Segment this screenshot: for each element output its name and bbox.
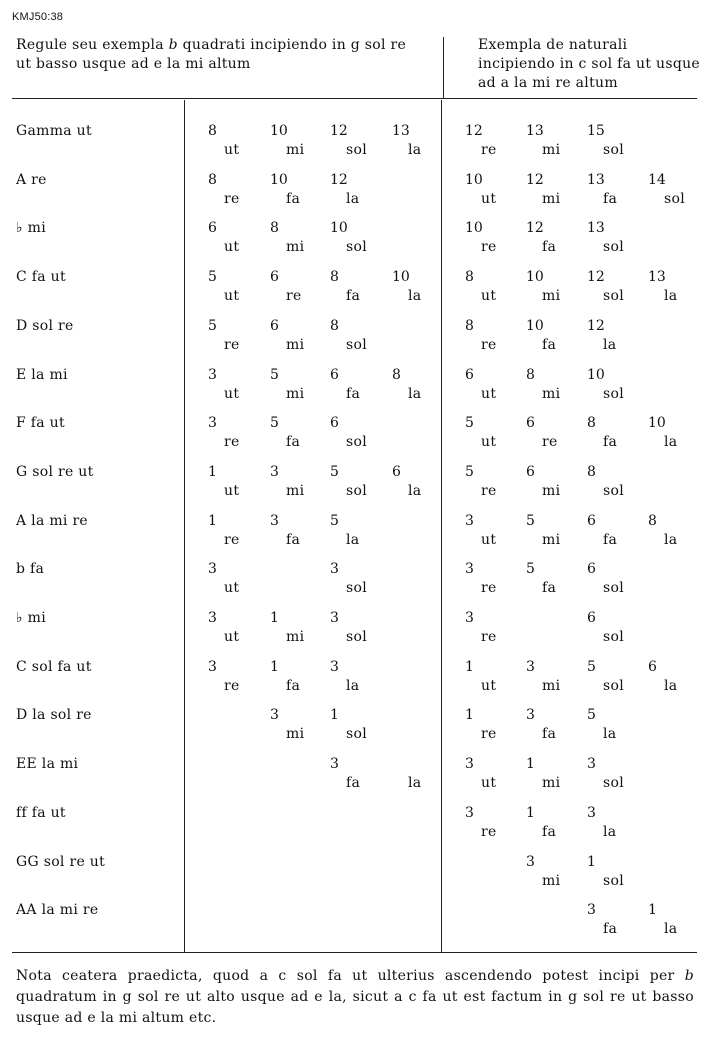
row-label: ff fa ut	[16, 804, 66, 821]
right-syllable: re	[481, 482, 497, 499]
right-syllable: re	[481, 142, 497, 158]
left-syllable: fa	[286, 434, 301, 451]
right-interval-number: 6	[587, 512, 596, 529]
right-interval-number: 3	[465, 561, 474, 578]
left-interval-number: 8	[270, 220, 279, 237]
right-interval-number: 6	[587, 561, 596, 578]
right-syllable: la	[664, 677, 678, 694]
right-interval-number: 5	[526, 512, 535, 529]
right-syllable: mi	[542, 288, 561, 305]
left-interval-number: 3	[330, 561, 339, 578]
right-interval-number: 5	[465, 415, 474, 432]
left-syllable: la	[346, 190, 360, 207]
right-syllable: fa	[603, 531, 618, 548]
right-interval-number: 3	[465, 610, 474, 626]
left-syllable: la	[408, 288, 422, 305]
right-interval-number: 6	[465, 366, 474, 383]
header-right-title: Exempla de naturali incipiendo in c sol fa ut usque ad a la mi re altum	[478, 37, 701, 91]
left-syllable: la	[346, 677, 360, 694]
right-syllable: re	[481, 239, 497, 256]
left-syllable: re	[224, 190, 240, 207]
row-label: E la mi	[16, 366, 68, 383]
right-syllable: sol	[603, 580, 624, 597]
row-label: A la mi re	[16, 512, 89, 529]
left-interval-number: 8	[330, 317, 339, 334]
right-interval-number: 3	[526, 853, 535, 870]
right-syllable: ut	[481, 531, 497, 548]
right-interval-number: 6	[648, 658, 657, 675]
left-interval-number: 3	[270, 707, 279, 724]
left-syllable: la	[408, 142, 422, 158]
row-label: b fa	[16, 561, 45, 578]
page-signature: KMJ50:38	[12, 11, 64, 23]
left-interval-number: 1	[270, 610, 279, 626]
right-syllable: mi	[542, 482, 561, 499]
right-interval-number: 8	[465, 317, 474, 334]
left-syllable: mi	[286, 239, 305, 256]
right-syllable: re	[481, 726, 497, 743]
left-syllable: la	[408, 775, 422, 792]
right-syllable: mi	[542, 677, 561, 694]
left-interval-number: 8	[392, 366, 401, 383]
right-syllable: mi	[542, 142, 561, 158]
left-interval-number: 3	[270, 463, 279, 480]
left-syllable: sol	[346, 239, 367, 256]
left-interval-number: 8	[330, 269, 339, 286]
right-syllable: sol	[603, 629, 624, 645]
row-label: G sol re ut	[16, 463, 94, 480]
right-interval-number: 1	[526, 756, 535, 773]
left-interval-number: 5	[330, 512, 339, 529]
right-interval-number: 13	[648, 269, 666, 286]
right-syllable: ut	[481, 434, 497, 451]
left-syllable: fa	[286, 677, 301, 694]
right-interval-number: 10	[465, 171, 483, 188]
left-syllable: fa	[286, 531, 301, 548]
right-syllable: la	[664, 288, 678, 305]
row-label: C sol fa ut	[16, 658, 92, 675]
right-interval-number: 12	[526, 171, 544, 188]
left-interval-number: 6	[270, 317, 279, 334]
right-interval-number: 5	[587, 658, 596, 675]
right-syllable: ut	[481, 190, 497, 207]
right-syllable: la	[603, 823, 617, 840]
left-syllable: mi	[286, 142, 305, 158]
left-syllable: sol	[346, 580, 367, 597]
left-interval-number: 6	[270, 269, 279, 286]
right-syllable: re	[542, 434, 558, 451]
row-label: ♭ mi	[16, 220, 47, 237]
right-syllable: mi	[542, 872, 561, 889]
right-interval-number: 3	[526, 658, 535, 675]
right-interval-number: 8	[465, 269, 474, 286]
left-syllable: sol	[346, 726, 367, 743]
row-label: EE la mi	[16, 756, 79, 773]
left-syllable: ut	[224, 239, 240, 256]
row-label: D sol re	[16, 317, 74, 334]
left-interval-number: 3	[208, 610, 217, 626]
left-interval-number: 12	[330, 171, 348, 188]
right-interval-number: 3	[587, 902, 596, 919]
header-left-title: Regule seu exempla b quadrati incipiendo in g sol re ut basso usque ad e la mi altum	[16, 37, 407, 72]
right-syllable: la	[664, 531, 678, 548]
right-syllable: mi	[542, 385, 561, 402]
right-syllable: ut	[481, 677, 497, 694]
left-interval-number: 1	[208, 512, 217, 529]
table-center-divider	[441, 100, 442, 952]
row-label: D la sol re	[16, 707, 92, 724]
right-syllable: la	[603, 336, 617, 353]
left-interval-number: 5	[208, 317, 217, 334]
left-syllable: ut	[224, 142, 240, 158]
right-interval-number: 6	[587, 610, 596, 626]
left-interval-number: 5	[208, 269, 217, 286]
left-syllable: sol	[346, 336, 367, 353]
left-interval-number: 6	[208, 220, 217, 237]
left-syllable: sol	[346, 142, 367, 158]
right-interval-number: 10	[648, 415, 666, 432]
right-interval-number: 13	[526, 123, 544, 139]
left-interval-number: 1	[270, 658, 279, 675]
left-interval-number: 3	[330, 610, 339, 626]
right-interval-number: 3	[465, 804, 474, 821]
right-interval-number: 12	[465, 123, 483, 139]
left-syllable: mi	[286, 726, 305, 743]
right-interval-number: 13	[587, 220, 605, 237]
left-syllable: sol	[346, 482, 367, 499]
left-syllable: re	[286, 288, 302, 305]
left-syllable: fa	[346, 288, 361, 305]
header-divider	[443, 37, 444, 98]
right-interval-number: 15	[587, 123, 605, 139]
left-syllable: la	[346, 531, 360, 548]
left-interval-number: 1	[208, 463, 217, 480]
left-interval-number: 12	[330, 123, 348, 139]
right-interval-number: 8	[648, 512, 657, 529]
right-interval-number: 5	[587, 707, 596, 724]
row-label: C fa ut	[16, 269, 66, 286]
right-syllable: fa	[542, 336, 557, 353]
left-syllable: ut	[224, 580, 240, 597]
right-interval-number: 8	[587, 463, 596, 480]
left-interval-number: 6	[330, 415, 339, 432]
right-interval-number: 13	[587, 171, 605, 188]
left-syllable: mi	[286, 385, 305, 402]
right-interval-number: 10	[526, 317, 544, 334]
right-interval-number: 10	[587, 366, 605, 383]
row-label: AA la mi re	[16, 902, 99, 919]
right-interval-number: 6	[526, 463, 535, 480]
right-interval-number: 3	[587, 804, 596, 821]
right-syllable: sol	[603, 677, 624, 694]
right-interval-number: 1	[465, 658, 474, 675]
right-interval-number: 6	[526, 415, 535, 432]
left-interval-number: 10	[330, 220, 348, 237]
left-interval-number: 10	[270, 171, 288, 188]
right-syllable: sol	[603, 775, 624, 792]
left-interval-number: 8	[208, 123, 217, 139]
left-interval-number: 10	[392, 269, 410, 286]
right-interval-number: 12	[587, 269, 605, 286]
left-syllable: mi	[286, 629, 305, 645]
left-syllable: re	[224, 434, 240, 451]
right-syllable: sol	[603, 288, 624, 305]
row-label: ♭ mi	[16, 610, 47, 626]
footer-rule	[12, 952, 697, 953]
right-interval-number: 14	[648, 171, 666, 188]
left-syllable: sol	[346, 629, 367, 645]
right-interval-number: 3	[587, 756, 596, 773]
left-syllable: mi	[286, 336, 305, 353]
left-syllable: la	[408, 482, 422, 499]
left-interval-number: 3	[270, 512, 279, 529]
right-syllable: fa	[542, 823, 557, 840]
left-interval-number: 3	[330, 756, 339, 773]
row-label: Gamma ut	[16, 123, 92, 139]
left-syllable: re	[224, 531, 240, 548]
left-syllable: re	[224, 677, 240, 694]
right-syllable: fa	[603, 921, 618, 938]
left-syllable: ut	[224, 288, 240, 305]
right-interval-number: 3	[465, 756, 474, 773]
right-interval-number: 1	[526, 804, 535, 821]
left-syllable: fa	[346, 385, 361, 402]
right-syllable: fa	[603, 434, 618, 451]
right-interval-number: 3	[465, 512, 474, 529]
left-interval-number: 8	[208, 171, 217, 188]
right-interval-number: 1	[587, 853, 596, 870]
right-interval-number: 1	[648, 902, 657, 919]
right-syllable: sol	[603, 872, 624, 889]
left-interval-number: 6	[392, 463, 401, 480]
right-syllable: sol	[603, 385, 624, 402]
right-interval-number: 10	[465, 220, 483, 237]
right-syllable: fa	[542, 239, 557, 256]
right-syllable: re	[481, 823, 497, 840]
left-syllable: ut	[224, 629, 240, 645]
right-interval-number: 5	[526, 561, 535, 578]
right-interval-number: 12	[526, 220, 544, 237]
row-label: F fa ut	[16, 415, 65, 432]
right-syllable: ut	[481, 775, 497, 792]
left-syllable: la	[408, 385, 422, 402]
left-interval-number: 6	[330, 366, 339, 383]
left-interval-number: 10	[270, 123, 288, 139]
right-interval-number: 3	[526, 707, 535, 724]
left-syllable: re	[224, 336, 240, 353]
right-syllable: mi	[542, 775, 561, 792]
header-rule	[12, 98, 697, 99]
left-interval-number: 5	[330, 463, 339, 480]
footnote: Nota ceatera praedicta, quod a c sol fa ut ulterius ascendendo potest incipi per b quadratum in g sol re ut alto usque ad e la, sicut a c fa ut est factum in g sol re ut basso usque ad e la mi altum etc.	[16, 968, 694, 1026]
right-syllable: sol	[664, 190, 685, 207]
right-syllable: la	[664, 921, 678, 938]
right-syllable: mi	[542, 190, 561, 207]
left-syllable: sol	[346, 434, 367, 451]
right-syllable: ut	[481, 288, 497, 305]
right-interval-number: 5	[465, 463, 474, 480]
left-interval-number: 3	[208, 415, 217, 432]
left-interval-number: 3	[208, 658, 217, 675]
right-syllable: sol	[603, 142, 624, 158]
right-interval-number: 12	[587, 317, 605, 334]
right-syllable: mi	[542, 531, 561, 548]
right-syllable: fa	[542, 580, 557, 597]
left-interval-number: 1	[330, 707, 339, 724]
left-interval-number: 3	[330, 658, 339, 675]
right-syllable: fa	[603, 190, 618, 207]
right-interval-number: 8	[526, 366, 535, 383]
left-interval-number: 5	[270, 415, 279, 432]
right-syllable: sol	[603, 482, 624, 499]
row-label: GG sol re ut	[16, 853, 106, 870]
right-interval-number: 8	[587, 415, 596, 432]
right-syllable: re	[481, 580, 497, 597]
left-syllable: ut	[224, 385, 240, 402]
right-syllable: la	[664, 434, 678, 451]
right-syllable: la	[603, 726, 617, 743]
right-syllable: re	[481, 336, 497, 353]
right-interval-number: 1	[465, 707, 474, 724]
label-column-divider	[184, 100, 185, 952]
right-syllable: ut	[481, 385, 497, 402]
left-interval-number: 3	[208, 561, 217, 578]
right-syllable: re	[481, 629, 497, 645]
right-syllable: sol	[603, 239, 624, 256]
left-interval-number: 5	[270, 366, 279, 383]
left-syllable: ut	[224, 482, 240, 499]
left-syllable: mi	[286, 482, 305, 499]
left-syllable: fa	[346, 775, 361, 792]
left-interval-number: 3	[208, 366, 217, 383]
row-label: A re	[16, 171, 47, 188]
left-interval-number: 13	[392, 123, 410, 139]
right-syllable: fa	[542, 726, 557, 743]
left-syllable: fa	[286, 190, 301, 207]
right-interval-number: 10	[526, 269, 544, 286]
